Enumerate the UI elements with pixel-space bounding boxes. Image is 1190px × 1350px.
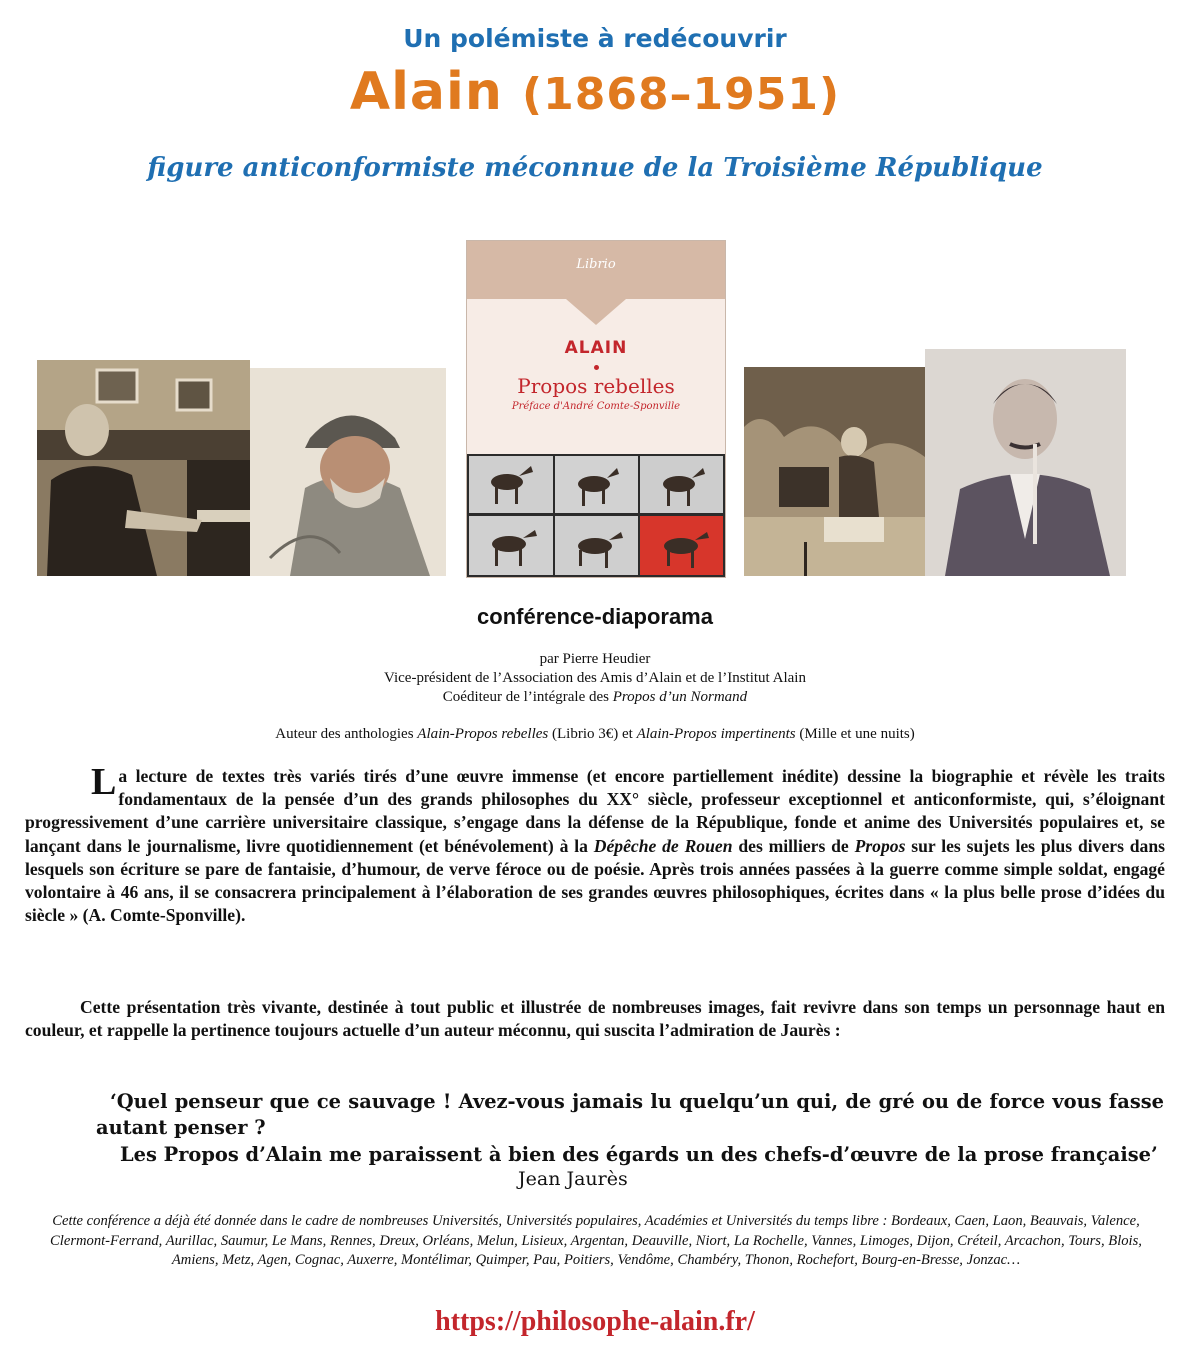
coeditor-work: Propos d’un Normand xyxy=(612,689,748,705)
book-donkey-grid xyxy=(467,454,725,577)
book-preface: Préface d'André Comte-Sponville xyxy=(511,401,681,412)
event-type: conférence-diaporama xyxy=(477,604,713,629)
anthology-2-note: (Mille et une nuits) xyxy=(799,726,915,742)
jaures-quote-line-1: ‘Quel penseur que ce sauvage ! Avez-vous jamais lu quelqu’un qui, de gré ou de force vous fasse autant penser ? xyxy=(96,1090,1164,1139)
book-author: ALAIN xyxy=(564,338,628,358)
anthologies-prefix: Auteur des anthologies xyxy=(275,726,414,742)
website-link[interactable]: https://philosophe-alain.fr/ xyxy=(435,1306,755,1337)
drop-cap: L xyxy=(91,761,117,803)
title-name: Alain xyxy=(349,62,503,122)
intro-part-1: a lecture de textes très variés tirés d’une œuvre immense (et encore partiellement inédite) dessine la biographie et révèle les traits fondamentaux de la pensée d’un des grands philosophes du XX° siècle, professeur exceptionnel et anticonformiste, qui, s’éloignant progressivement d’une carrière universitaire classique, s’engage dans la défense de la République, fonde et anime des Universités populaires et, se lançant dans le journalisme, livre quotidiennement (et bénévolement) à la xyxy=(25,766,1165,856)
book-dot xyxy=(594,365,599,370)
tour-note: Cette conférence a déjà été donnée dans le cadre de nombreuses Universités, Universités populaires, Académies et Universités du temps libre : Bordeaux, Caen, Laon, Beauvais, Valence, Clermont-Ferrand, Aurillac, Saumur, Le Mans, Rennes, Dreux, Orléans, Melun, Lisieux, Argentan, Deauville, Niort, La Rochelle, Vannes, Limoges, Dijon, Créteil, Arcachon, Tours, Blois, Amiens, Metz, Agen, Cognac, Auxerre, Montélimar, Quimper, Pau, Poitiers, Vendôme, Chambéry, Thonon, Rochefort, Bourg-en-Bresse, Jonzac… xyxy=(50,1213,1142,1268)
intro-part-3: sur les sujets les plus divers dans lesquels son écriture se pare de fantaisie, d’humour, de verve féroce ou de poésie. Après trois années passées à la guerre comme simple soldat, engagé volontaire à 46 ans, il se consacrera principalement à l’élaboration de ses grandes œuvres philosophiques, écrites dans « la plus belle prose d’idées du siècle » (A. Comte-Sponville). xyxy=(25,835,1165,926)
intro-paragraph xyxy=(25,761,1165,927)
photo-alain-young-portrait xyxy=(925,349,1126,576)
anthology-1-note: (Librio 3€) et xyxy=(552,726,633,742)
book-title: Propos rebelles xyxy=(517,374,675,398)
anthology-1: Alain-Propos rebelles xyxy=(417,726,549,742)
anthologies-line xyxy=(0,726,1190,743)
anthology-2: Alain-Propos impertinents xyxy=(636,726,796,742)
title-years: (1868–1951) xyxy=(521,69,841,120)
presentation-paragraph: Cette présentation très vivante, destinée à tout public et illustrée de nombreuses images, fait revivre dans son temps un personnage haut en couleur, et rappelle la pertinence toujours actuelle d’un auteur méconnu, qui suscita l’admiration de Jaurès : xyxy=(25,997,1165,1041)
book-cover xyxy=(466,240,726,578)
speaker-role: Vice-président de l’Association des Amis d’Alain et de l’Institut Alain xyxy=(384,670,806,686)
quote-author: Jean Jaurès xyxy=(518,1168,628,1190)
jaures-quote-line-2: Les Propos d’Alain me paraissent à bien des égards un des chefs-d’œuvre de la prose française’ xyxy=(120,1143,1158,1166)
speaker-name: par Pierre Heudier xyxy=(539,651,651,667)
speaker-coeditor xyxy=(0,688,1190,707)
book-publisher: Librio xyxy=(576,257,616,272)
photo-alain-soldier-sketch xyxy=(250,368,446,576)
photo-alain-piano xyxy=(37,360,250,576)
book-cover-chevron xyxy=(566,299,626,325)
journal-name: Dépêche de Rouen xyxy=(593,835,733,856)
tagline: figure anticonformiste méconnue de la Troisième République xyxy=(147,153,1043,183)
intro-part-2: des milliers de xyxy=(738,835,849,856)
propos-word: Propos xyxy=(854,835,906,856)
photo-alain-painting-outdoors xyxy=(744,367,925,576)
page-title xyxy=(0,62,1190,122)
subtitle-top: Un polémiste à redécouvrir xyxy=(403,24,787,53)
coeditor-prefix: Coéditeur de l’intégrale des xyxy=(442,689,609,705)
